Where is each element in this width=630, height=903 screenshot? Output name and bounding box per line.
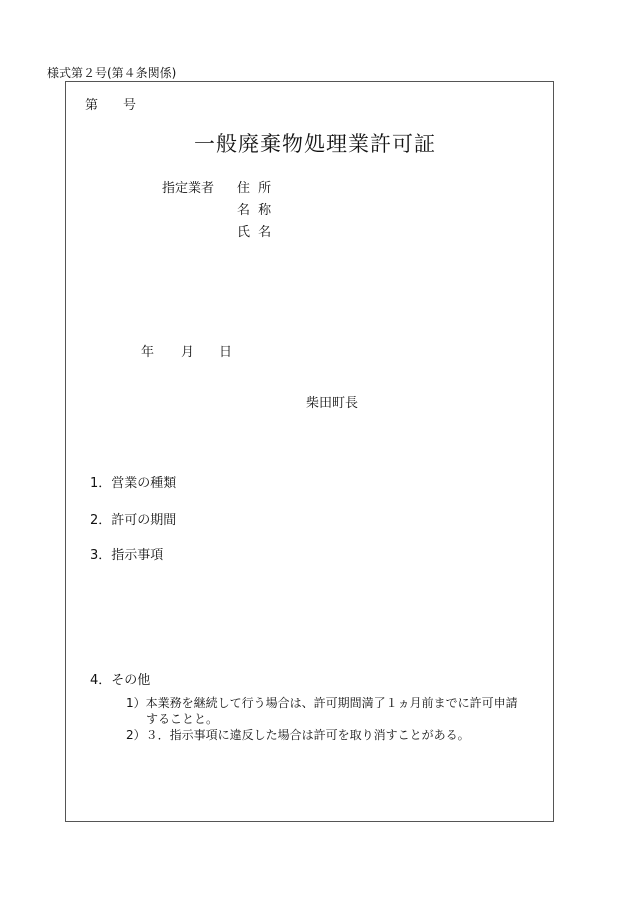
section-other: 4．その他	[90, 673, 151, 688]
date-year-label: 年	[141, 345, 155, 360]
section-instructions: 3．指示事項	[90, 548, 164, 563]
section-business-type: 1．営業の種類	[90, 476, 177, 491]
designee-label: 指定業者	[162, 181, 215, 196]
company-name-label: 名 称	[237, 203, 274, 218]
issuer-title: 柴田町長	[306, 396, 359, 411]
form-number-label: 様式第２号(第４条関係)	[47, 66, 177, 80]
section-permit-period: 2．許可の期間	[90, 513, 177, 528]
date-month-label: 月	[181, 345, 195, 360]
note-item-1-continued: することと。	[146, 712, 219, 726]
note-item-2: 2）３．指示事項に違反した場合は許可を取り消すことがある。	[126, 728, 470, 742]
date-day-label: 日	[219, 345, 233, 360]
document-title: 一般廃棄物処理業許可証	[194, 132, 436, 156]
number-prefix: 第	[85, 98, 99, 113]
note-item-1: 1）本業務を継続して行う場合は、許可期間満了１ヵ月前までに許可申請	[126, 696, 518, 710]
number-suffix: 号	[123, 98, 137, 113]
person-name-label: 氏 名	[237, 225, 274, 240]
address-label: 住 所	[237, 181, 274, 196]
